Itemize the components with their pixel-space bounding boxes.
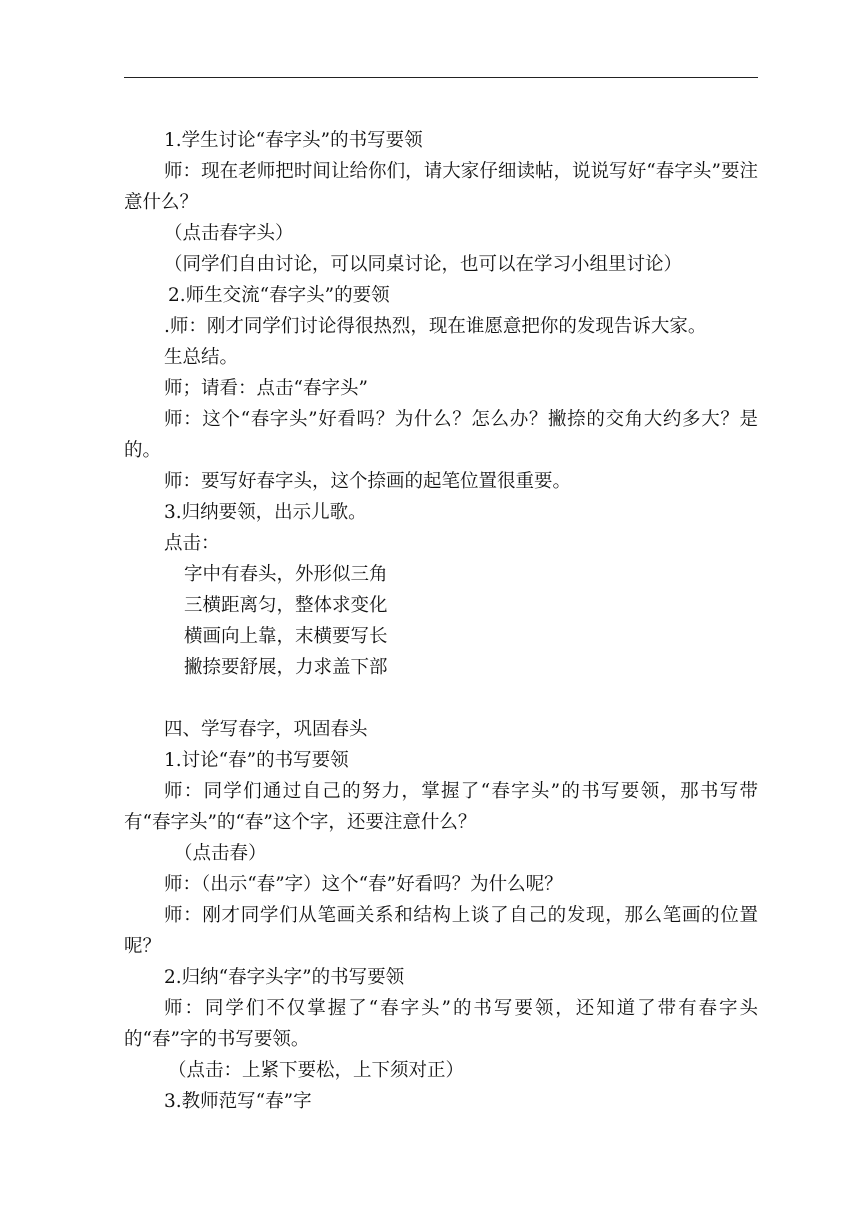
rhyme-line: 字中有春头，外形似三角 [184, 564, 388, 585]
step1-heading: 1.学生讨论“春字头”的书写要领 [164, 130, 423, 151]
discussion-note: （同学们自由讨论，可以同桌讨论，也可以在学习小组里讨论） [164, 254, 683, 275]
document-body [124, 125, 758, 1117]
rhyme-line: 撇捺要舒展，力求盖下部 [184, 657, 388, 678]
spacer [124, 683, 758, 714]
step3-heading: 3.教师范写“春”字 [164, 1091, 312, 1112]
step1-heading: 1.讨论“春”的书写要领 [164, 750, 349, 771]
step2-heading: 2.归纳“春字头字”的书写要领 [164, 967, 405, 988]
teacher-prompt-paragraph: 师：同学们不仅掌握了“春字头”的书写要领，还知道了带有春字头的“春”字的书写要领。 [124, 998, 758, 1050]
click-label: 点击： [164, 533, 220, 554]
rhyme-line: 横画向上靠，末横要写长 [184, 626, 388, 647]
click-note: （点击春字头） [164, 223, 294, 244]
student-summary: 生总结。 [164, 347, 239, 368]
rhyme-line: 三横距离匀，整体求变化 [184, 595, 388, 616]
teacher-prompt-paragraph: 师：现在老师把时间让给你们，请大家仔细读帖，说说写好“春字头”要注意什么？ [124, 161, 758, 213]
teacher-prompt-paragraph: 师：同学们通过自己的努力，掌握了“春字头”的书写要领，那书写带有“春字头”的“春”这个字，还要注意什么？ [124, 781, 758, 833]
teacher-prompt-paragraph: 师：刚才同学们从笔画关系和结构上谈了自己的发现，那么笔画的位置呢？ [124, 905, 758, 957]
click-note: （点击：上紧下要松，上下须对正） [168, 1060, 465, 1081]
click-note: （点击春） [174, 843, 267, 864]
section-title: 四、学写春字，巩固春头 [164, 719, 368, 740]
step2-heading: 2.师生交流“春字头”的要领 [168, 285, 390, 306]
teacher-prompt-paragraph: 师：这个“春字头”好看吗？为什么？怎么办？撇捺的交角大约多大？是的。 [124, 409, 758, 461]
step3-heading: 3.归纳要领，出示儿歌。 [164, 502, 367, 523]
teacher-prompt-paragraph: 师：要写好春字头，这个捺画的起笔位置很重要。 [164, 471, 572, 492]
teacher-prompt-paragraph: .师：刚才同学们讨论得很热烈，现在谁愿意把你的发现告诉大家。 [164, 316, 707, 337]
rhyme-block [124, 559, 758, 683]
header-rule [124, 77, 758, 78]
teacher-prompt-paragraph: 师：（出示“春”字）这个“春”好看吗？为什么呢？ [164, 874, 563, 895]
teacher-prompt-paragraph: 师；请看：点击“春字头” [164, 378, 368, 399]
